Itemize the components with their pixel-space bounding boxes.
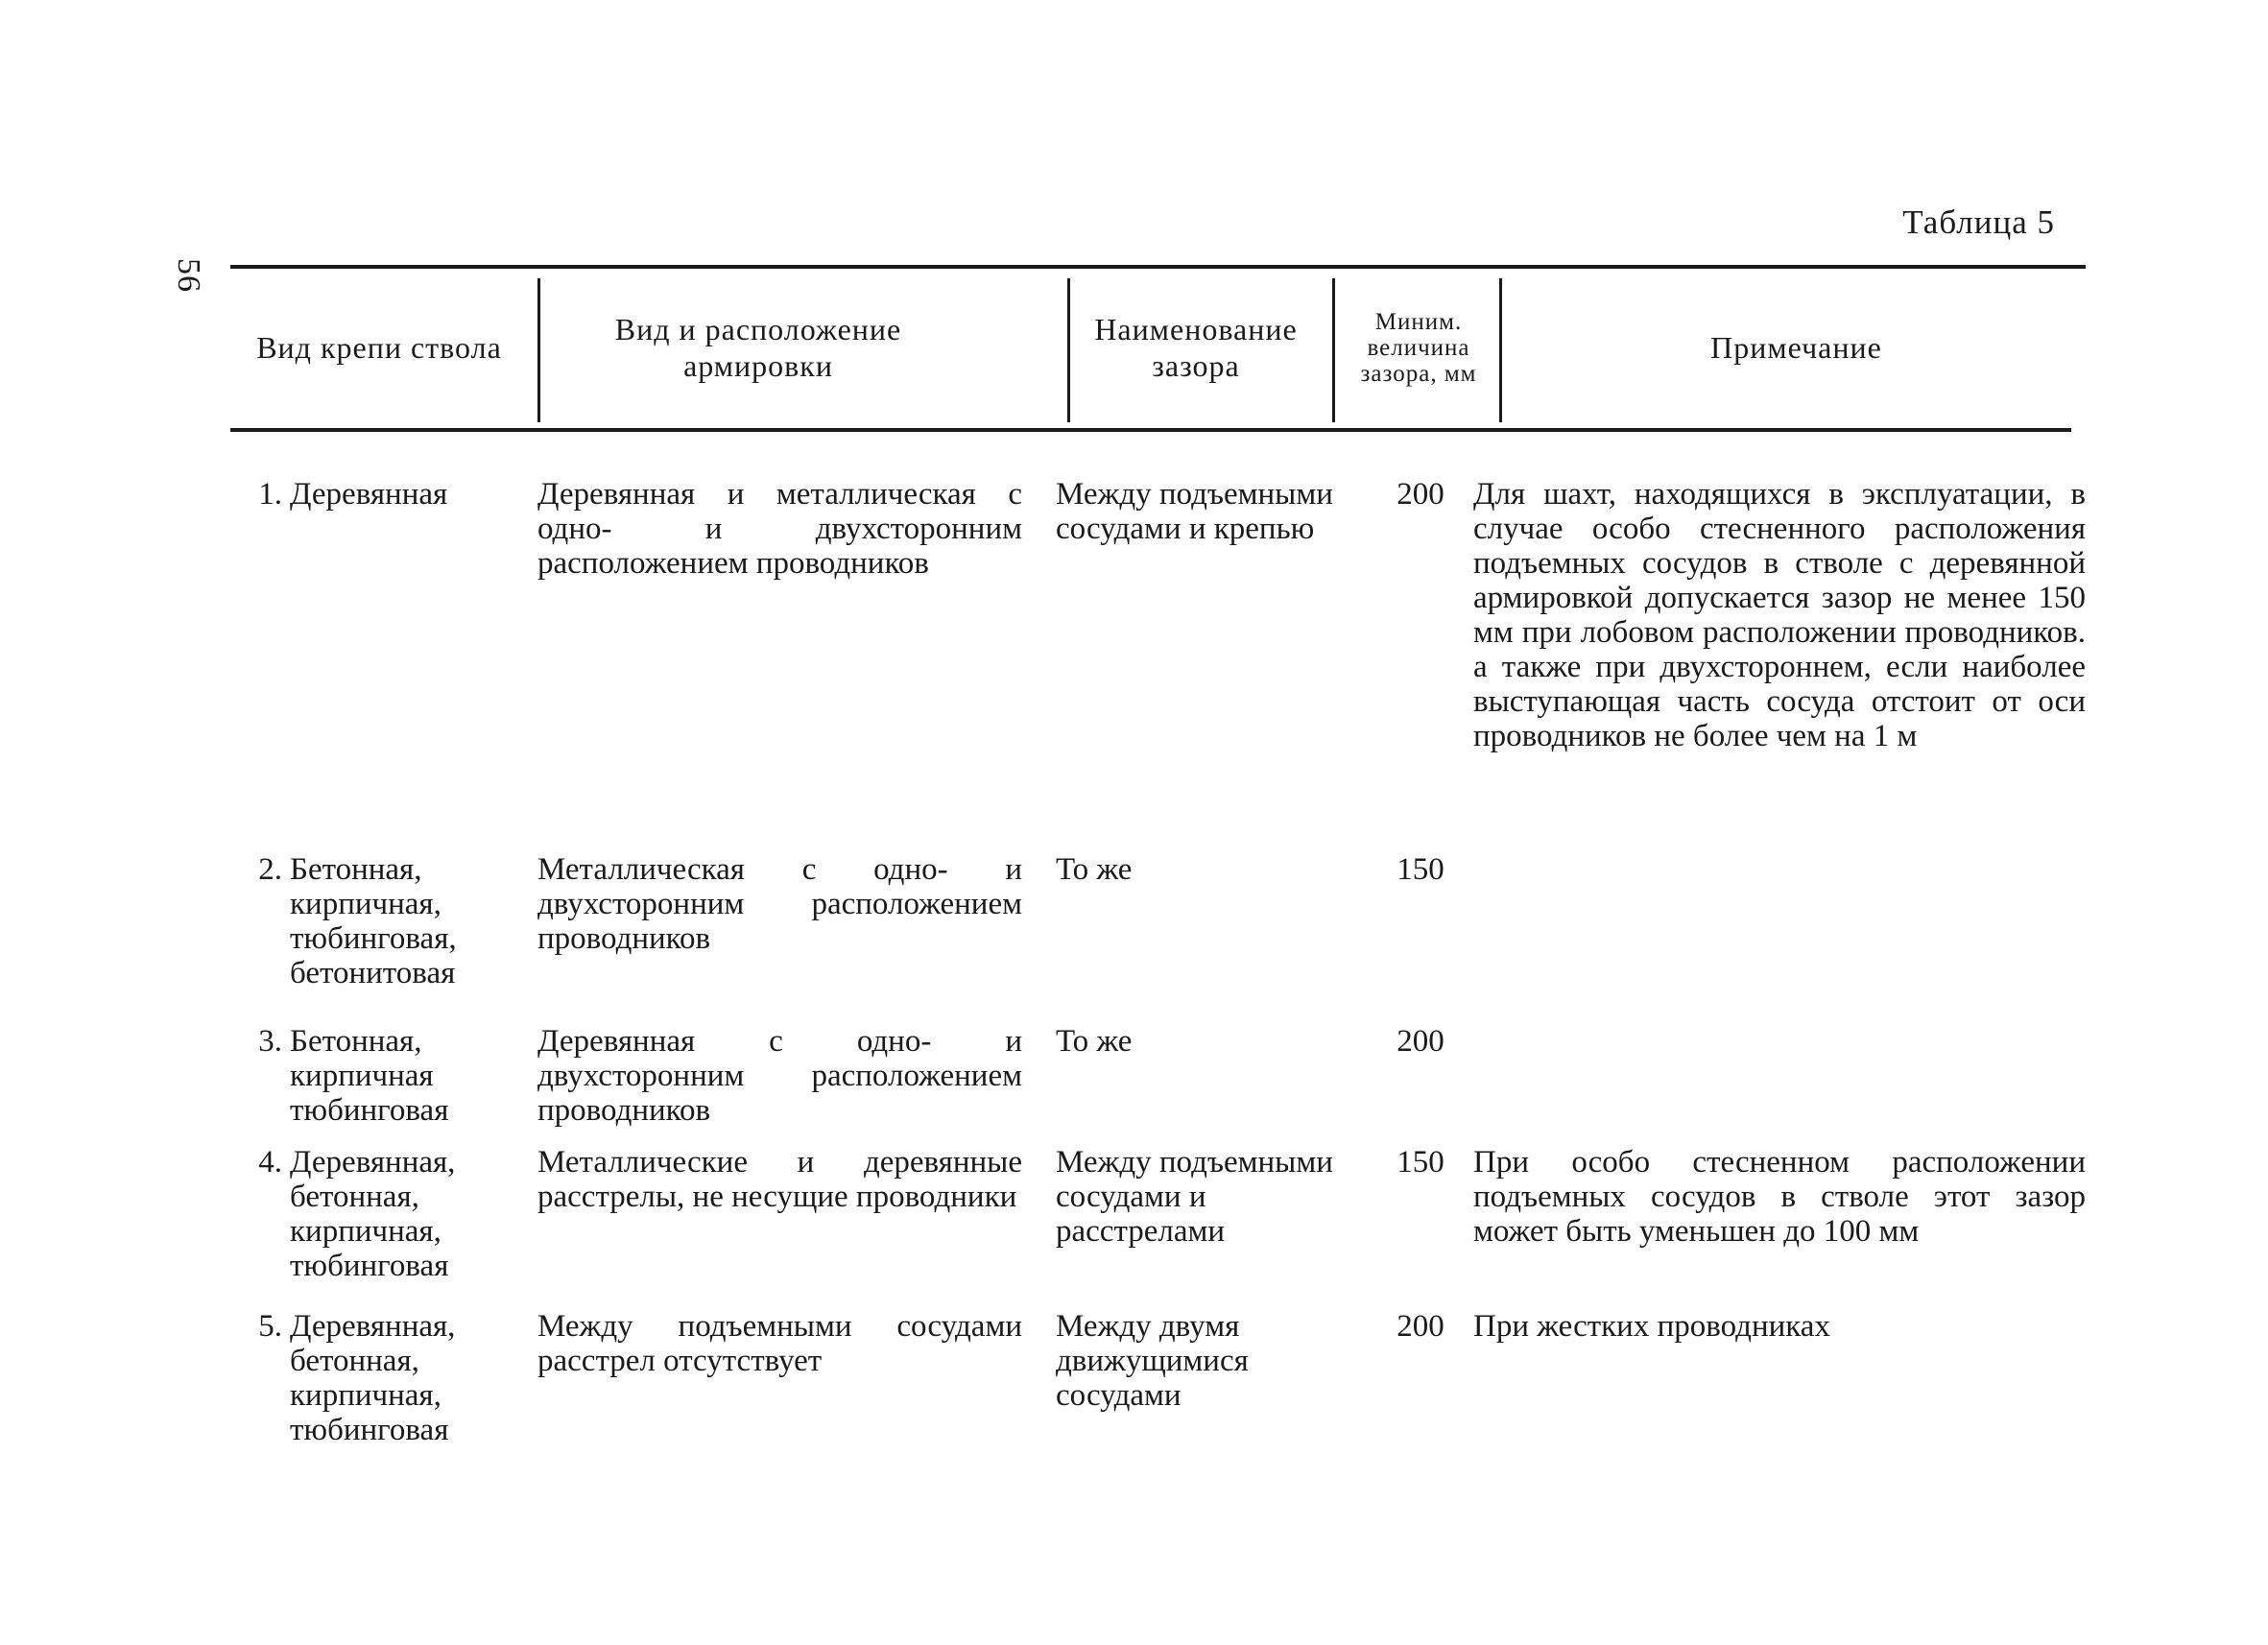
min-gap-value: 200 <box>1397 1309 1444 1344</box>
note-text: При особо стесненном расположении подъемных сосудов в стволе этот зазор может быть уменьшен до 100 мм <box>1473 1145 2086 1249</box>
header-divider <box>537 278 540 422</box>
min-gap-value: 200 <box>1397 1024 1444 1059</box>
shaft-support-type: Бетонная, кирпичная тюбинговая <box>290 1024 449 1128</box>
reinforcement-description: Деревянная с одно- и двухсторонним расположением проводников <box>537 1024 1022 1128</box>
min-gap-value: 150 <box>1397 1145 1444 1180</box>
shaft-support-type: Деревянная, бетонная, кирпичная, тюбинговая <box>290 1145 456 1283</box>
reinforcement-description: Деревянная и металлическая с одно- и двухсторонним расположением проводников <box>537 477 1022 581</box>
header-min-gap: Миним. величина зазора, мм <box>1360 308 1477 387</box>
gap-name: Между подъемными сосудами и крепью <box>1056 477 1333 546</box>
row-number: 5. <box>258 1309 282 1344</box>
table-caption: Таблица 5 <box>1902 203 2055 241</box>
header-divider <box>1332 278 1335 422</box>
reinforcement-description: Металлические и деревянные расстрелы, не несущие проводники <box>537 1145 1022 1214</box>
header-divider <box>1499 278 1502 422</box>
table-header <box>230 271 2086 424</box>
note-text: При жестких проводниках <box>1473 1309 1830 1344</box>
row-number: 1. <box>258 477 282 512</box>
row-number: 2. <box>258 852 282 887</box>
header-gap-name: Наименование зазора <box>1094 312 1298 383</box>
min-gap-value: 150 <box>1397 852 1444 887</box>
header-reinforcement: Вид и расположение армировки <box>614 312 902 383</box>
page-number: 56 <box>171 258 206 293</box>
shaft-support-type: Бетонная, кирпичная, тюбинговая, бетонитовая <box>290 852 457 990</box>
header-shaft-support: Вид крепи ствола <box>256 330 502 365</box>
shaft-support-type: Деревянная, бетонная, кирпичная, тюбинговая <box>290 1309 456 1447</box>
table-header-rule <box>230 428 2071 432</box>
row-number: 3. <box>258 1024 282 1059</box>
shaft-support-type: Деревянная <box>290 477 448 512</box>
min-gap-value: 200 <box>1397 477 1444 512</box>
row-number: 4. <box>258 1145 282 1180</box>
header-divider <box>1067 278 1070 422</box>
gap-name: Между подъемными сосудами и расстрелами <box>1056 1145 1333 1249</box>
gap-name: Между двумя движущимися сосудами <box>1056 1309 1249 1413</box>
reinforcement-description: Металлическая с одно- и двухсторонним расположением проводников <box>537 852 1022 956</box>
reinforcement-description: Между подъемными сосудами расстрел отсутствует <box>537 1309 1022 1378</box>
table-top-rule <box>230 265 2086 269</box>
note-text: Для шахт, находящихся в эксплуатации, в случае особо стесненного расположения подъемных сосудов в стволе с деревянной армировкой допускается зазор не менее 150 мм при лобовом расположении проводников. а также при двухстороннем, если наиболее выступающая часть сосуда отстоит от оси проводников не более чем на 1 м <box>1473 477 2086 753</box>
gap-name: То же <box>1056 852 1133 887</box>
gap-name: То же <box>1056 1024 1133 1059</box>
header-note: Примечание <box>1710 330 1882 365</box>
